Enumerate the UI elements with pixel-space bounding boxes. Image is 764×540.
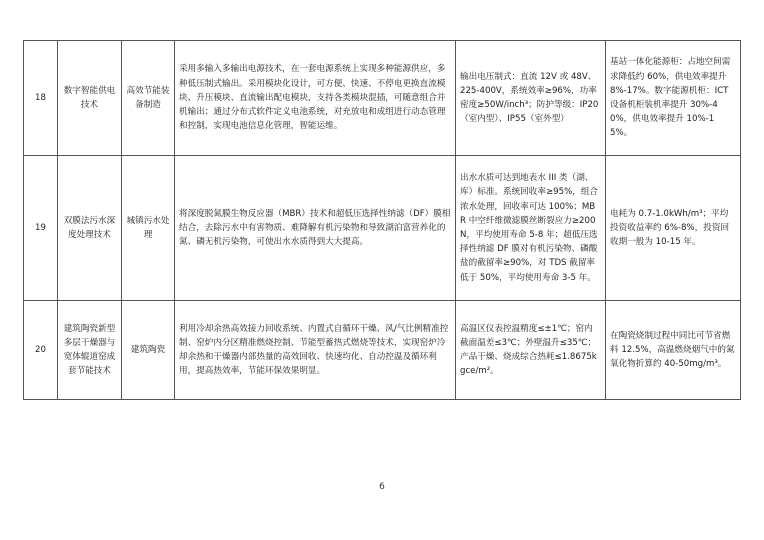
energy-saving-effect: 基站一体化能源柜：占地空间需求降低约 60%，供电效率提升 8%-17%。数字能源机柜：ICT 设备机柜装机率提升 30%-40%，供电效率提升 10%-15%。 <box>606 41 741 156</box>
industry: 城镇污水处理 <box>122 156 175 301</box>
technology-description: 利用冷却余热高效接力回收系统、内置式自循环干燥、风/气比例精准控制、窑炉内分区精准燃烧控制、节能型蓄热式燃烧等技术，实现窑炉冷却余热和干燥器内部热量的高效回收、快速均化、自动控温及循环利用，提高热效率，节能环保效果明显。 <box>175 301 456 400</box>
table-row <box>24 301 741 400</box>
table-row <box>24 156 741 301</box>
key-indicators: 高温区仪表控温精度≤±1℃；窑内截面温差≤3℃；外壁温升≤35℃；产品干燥、烧成综合热耗≤1.8675kgce/m²。 <box>456 301 606 400</box>
row-number: 20 <box>24 301 58 400</box>
technology-name: 双膜法污水深度处理技术 <box>58 156 122 301</box>
energy-saving-effect: 在陶瓷烧制过程中同比可节省燃料 12.5%，高温燃烧烟气中的氮氧化物折算约 40-50mg/m³。 <box>606 301 741 400</box>
technology-description: 采用多输入多输出电源技术，在一套电源系统上实现多种能源供应，多种低压制式输出。采用模块化设计，可方便、快速、不停电更换直流模块、升压模块、直流输出配电模块，支持各类模块混插，可随意组合并机输出；通过分布式软件定义电池系统，对充放电和成组进行动态管理和控制，实现电池信息化管理，智能运维。 <box>175 41 456 156</box>
technology-name: 建筑陶瓷新型多层干燥器与宽体辊道窑成套节能技术 <box>58 301 122 400</box>
technology-table <box>23 40 741 400</box>
technology-description: 将深度脱氮膜生物反应器（MBR）技术和超低压选择性纳滤（DF）膜相结合，去除污水中有害物质、难降解有机污染物和导致湖泊富营养化的氮、磷无机污染物，可使出水水质得到大大提高。 <box>175 156 456 301</box>
page-number: 6 <box>379 482 385 492</box>
row-number: 18 <box>24 41 58 156</box>
table-row <box>24 41 741 156</box>
industry: 建筑陶瓷 <box>122 301 175 400</box>
key-indicators: 输出电压制式：直流 12V 或 48V、225-400V，系统效率≥96%，功率密度≥50W/inch³；防护等级：IP20（室内型）、IP55（室外型） <box>456 41 606 156</box>
energy-saving-effect: 电耗为 0.7-1.0kWh/m³；平均投资收益率约 6%-8%，投资回收期一般为 10-15 年。 <box>606 156 741 301</box>
industry: 高效节能装备制造 <box>122 41 175 156</box>
key-indicators: 出水水质可达到地表水 III 类（湖、库）标准。系统回收率≥95%，组合浓水处理，回收率可达 100%；MBR 中空纤维微滤膜丝断裂应力≥200N，平均使用寿命 5-8 年；超低压选择性纳滤 DF 膜对有机污染物、磷酸盐的截留率≥90%，对 TDS 截留率低于 50%，平均使用寿命 3-5 年。 <box>456 156 606 301</box>
technology-name: 数字智能供电技术 <box>58 41 122 156</box>
row-number: 19 <box>24 156 58 301</box>
